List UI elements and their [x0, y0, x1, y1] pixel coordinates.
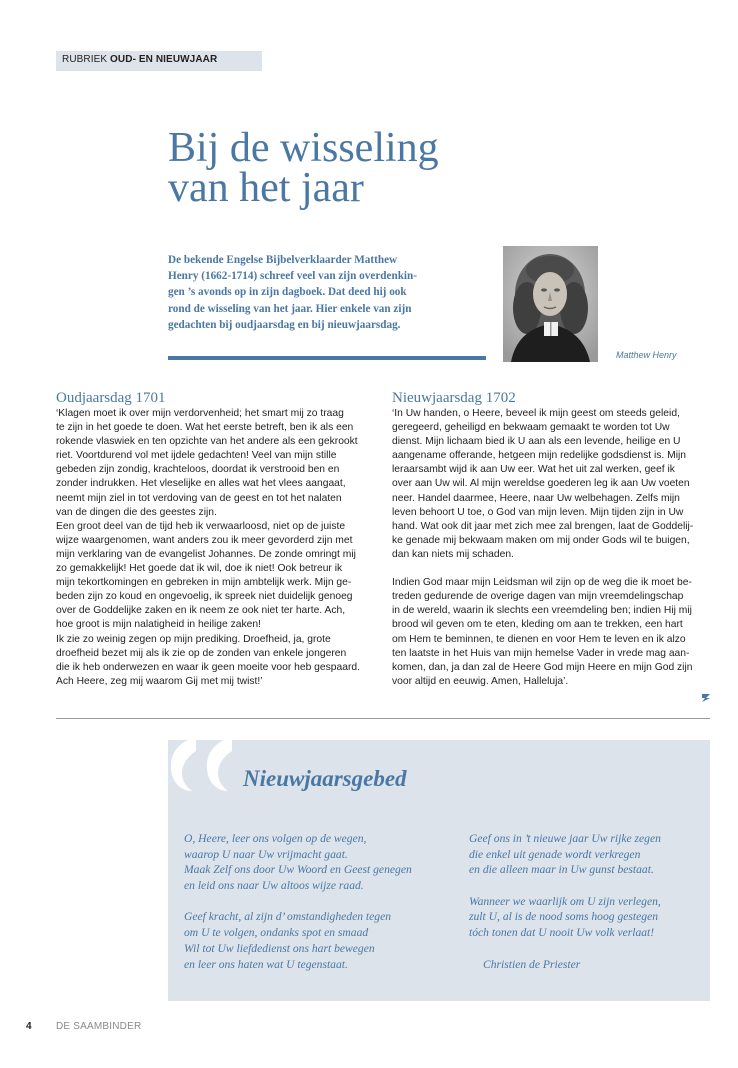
- intro-line: De bekende Engelse Bijbelverklaarder Matthew: [168, 254, 398, 266]
- poem-line: O, Heere, leer ons volgen op de wegen,: [184, 832, 367, 845]
- magazine-name: DE SAAMBINDER: [56, 1021, 142, 1032]
- text-line: komen, dan, ja dan zal de Heere God mijn Heere en mijn God zijn: [392, 661, 693, 673]
- text-line: Ach Heere, zeg mij waarom Gij met mij twist!’: [56, 675, 263, 687]
- text-line: aangename offerande, hetgeen mijn redelijke godsdienst is. Mijn: [392, 450, 687, 462]
- poem-line: waarop U naar Uw vrijmacht gaat.: [184, 847, 348, 861]
- intro-line: gen ’s avonds op in zijn dagboek. Dat deed hij ook: [168, 286, 407, 299]
- page-number: 4: [26, 1021, 32, 1032]
- poem-left-column: [184, 831, 412, 972]
- poem-line: Wil tot Uw liefdedienst ons hart bewegen: [184, 941, 375, 955]
- poem-line: en die alleen maar in Uw gunst bestaat.: [469, 863, 654, 877]
- article-intro: [168, 252, 488, 333]
- article-end-icon: [701, 690, 711, 700]
- text-line: ten laatste in het Huis van mijn hemelse Vader in vrede mag aan-: [392, 647, 690, 659]
- article-title-line: van het jaar: [168, 165, 364, 211]
- text-line: [392, 562, 710, 576]
- oudjaarsdag-text: [56, 407, 378, 689]
- text-line: ‘In Uw handen, o Heere, beveel ik mijn geest om steeds geleid,: [392, 408, 680, 419]
- poem-author: Christien de Priester: [483, 957, 581, 971]
- text-line: hand. Wat ook dit jaar met zich mee zal brengen, laat de Goddelij-: [392, 520, 694, 532]
- poem-line: Wanneer we waarlijk om U zijn verlegen,: [469, 894, 661, 908]
- section-heading-nieuwjaarsdag: Nieuwjaarsdag 1702: [392, 390, 516, 406]
- text-line: dan kan niets mij schaden.: [392, 548, 514, 560]
- stanza-gap: [469, 878, 661, 894]
- rubric-name: OUD- EN NIEUWJAAR: [110, 54, 218, 65]
- text-line: gebeden zijn zondig, krachteloos, doordat ik verstrooid ben en: [56, 464, 340, 476]
- section-divider: [56, 718, 710, 719]
- text-line: neer. Handel daarmee, Heere, naar Uw welbehagen. Zelfs mijn: [392, 492, 680, 504]
- text-line: dienst. Mijn lichaam bied ik U aan als een levende, heilige en U: [392, 436, 681, 448]
- text-line: mijn tekortkomingen en gebreken in mijn ambtelijk werk. Mijn ge-: [56, 577, 352, 589]
- poem-line: Maak Zelf ons door Uw Woord en Geest genegen: [184, 863, 412, 877]
- text-line: om Hem te beminnen, te dienen en voor Hem te leven en ik alzo: [392, 633, 686, 645]
- section-heading-oudjaarsdag: Oudjaarsdag 1701: [56, 390, 166, 406]
- text-line: voor altijd en eeuwig. Amen, Halleluja’.: [392, 675, 569, 687]
- text-line: van de dingen die des geestes zijn.: [56, 506, 217, 518]
- article-title-line: Bij de wisseling: [168, 125, 439, 171]
- stanza-gap: [184, 894, 412, 910]
- text-line: droefheid bezet mij als ik zie op de zonden van enkele jongeren: [56, 647, 347, 659]
- text-line: beden zijn zo koud en ongevoelig, ik spreek niet duidelijk genoeg: [56, 591, 353, 603]
- poem-line: en leid ons naar Uw altoos wijze raad.: [184, 879, 364, 893]
- poem-line: Geef ons in ’t nieuwe jaar Uw rijke zegen: [469, 832, 661, 845]
- portrait-engraving: [503, 246, 598, 362]
- text-line: wijze waargenomen, want anders zou ik meer gevorderd zijn met: [56, 534, 353, 546]
- text-line: Indien God maar mijn Leidsman wil zijn op de weg die ik moet be-: [392, 577, 692, 589]
- matthew-henry-portrait: [503, 246, 598, 362]
- intro-line: gedachten bij oudjaarsdag en bij nieuwjaarsdag.: [168, 318, 401, 331]
- poem-line: tóch tonen dat U nooit Uw volk verlaat!: [469, 926, 655, 940]
- text-line: zo gemakkelijk! Het goede dat ik wil, doe ik niet! Ook betreur ik: [56, 563, 343, 575]
- text-line: die ik heb onderwezen en waar ik geen moeite voor heb gespaard.: [56, 661, 360, 673]
- text-line: riet. Voortdurend vol met ijdele gedachten! Veel van mijn stille: [56, 450, 337, 462]
- text-line: leraarsambt wijd ik aan Uw eer. Wat het uit zal werken, geef ik: [392, 464, 675, 476]
- rubric-label: [56, 51, 262, 71]
- poem-line: om U te volgen, ondanks spot en smaad: [184, 926, 369, 940]
- text-line: ke genade mij bekwaam maken om mij onder Gods wil te buigen,: [392, 534, 690, 546]
- prayer-title: Nieuwjaarsgebed: [243, 766, 407, 791]
- intro-rule: [168, 356, 486, 360]
- nieuwjaarsdag-text: [392, 407, 710, 689]
- intro-line: Henry (1662-1714) schreef veel van zijn overdenkin-: [168, 270, 417, 283]
- poem-line: die enkel uit genade wordt verkregen: [469, 847, 641, 861]
- text-line: rokende vlaswiek en ten opzichte van het andere als een gekrookt: [56, 436, 358, 448]
- text-line: geregeerd, geheiligd en bekwaam gemaakt te worden tot Uw: [392, 422, 670, 434]
- text-line: ‘Klagen moet ik over mijn verdorvenheid; het smart mij zo traag: [56, 408, 344, 419]
- text-line: over aan Uw wil. Al mijn wereldse goederen leg ik aan Uw voeten: [392, 478, 690, 490]
- text-line: neemt mijn ziel in tot verdoving van de geest en tot het nalaten: [56, 492, 342, 504]
- text-line: over de Goddelijke zaken en ik neem ze ook niet ter harte. Ach,: [56, 605, 346, 617]
- text-line: in de wereld, waarin ik slechts een vreemdeling ben; indien Hij mij: [392, 605, 692, 617]
- stanza-gap: [469, 941, 661, 957]
- poem-line: Geef kracht, al zijn d’ omstandigheden tegen: [184, 910, 392, 924]
- text-line: zonder indrukken. Het vleselijke en alles wat het vlees aangaat,: [56, 478, 346, 490]
- text-line: brood wil geven om te eten, kleding om aan te trekken, een hart: [392, 619, 683, 631]
- text-line: Ik zie zo weinig zegen op mijn prediking. Droefheid, ja, grote: [56, 633, 331, 645]
- poem-line: zult U, al is de nood soms hoog gestegen: [469, 910, 659, 924]
- poem-right-column: [469, 831, 661, 972]
- portrait-caption: Matthew Henry: [616, 350, 677, 360]
- text-line: te zijn in het goede te doen. Wat het eerste betreft, ben ik als een: [56, 422, 354, 434]
- intro-line: rond de wisseling van het jaar. Hier enkele van zijn: [168, 302, 412, 315]
- text-line: leven behoort U toe, o God van mijn leven. Mijn tijden zijn in Uw: [392, 506, 684, 518]
- rubric-prefix: RUBRIEK: [62, 54, 111, 65]
- text-line: treden gedurende de overige dagen van mijn vreemdelingschap: [392, 591, 684, 603]
- text-line: mijn verklaring van de evangelist Johannes. De zonde omringt mij: [56, 548, 356, 560]
- quote-mark-icon: [166, 733, 236, 797]
- text-line: Een groot deel van de tijd heb ik verwaarloosd, niet op de juiste: [56, 520, 346, 532]
- poem-line: en leer ons haten wat U tegenstaat.: [184, 957, 348, 971]
- article-title: [168, 125, 638, 211]
- text-line: hoe groot is mijn nalatigheid in heilige zaken!: [56, 619, 261, 631]
